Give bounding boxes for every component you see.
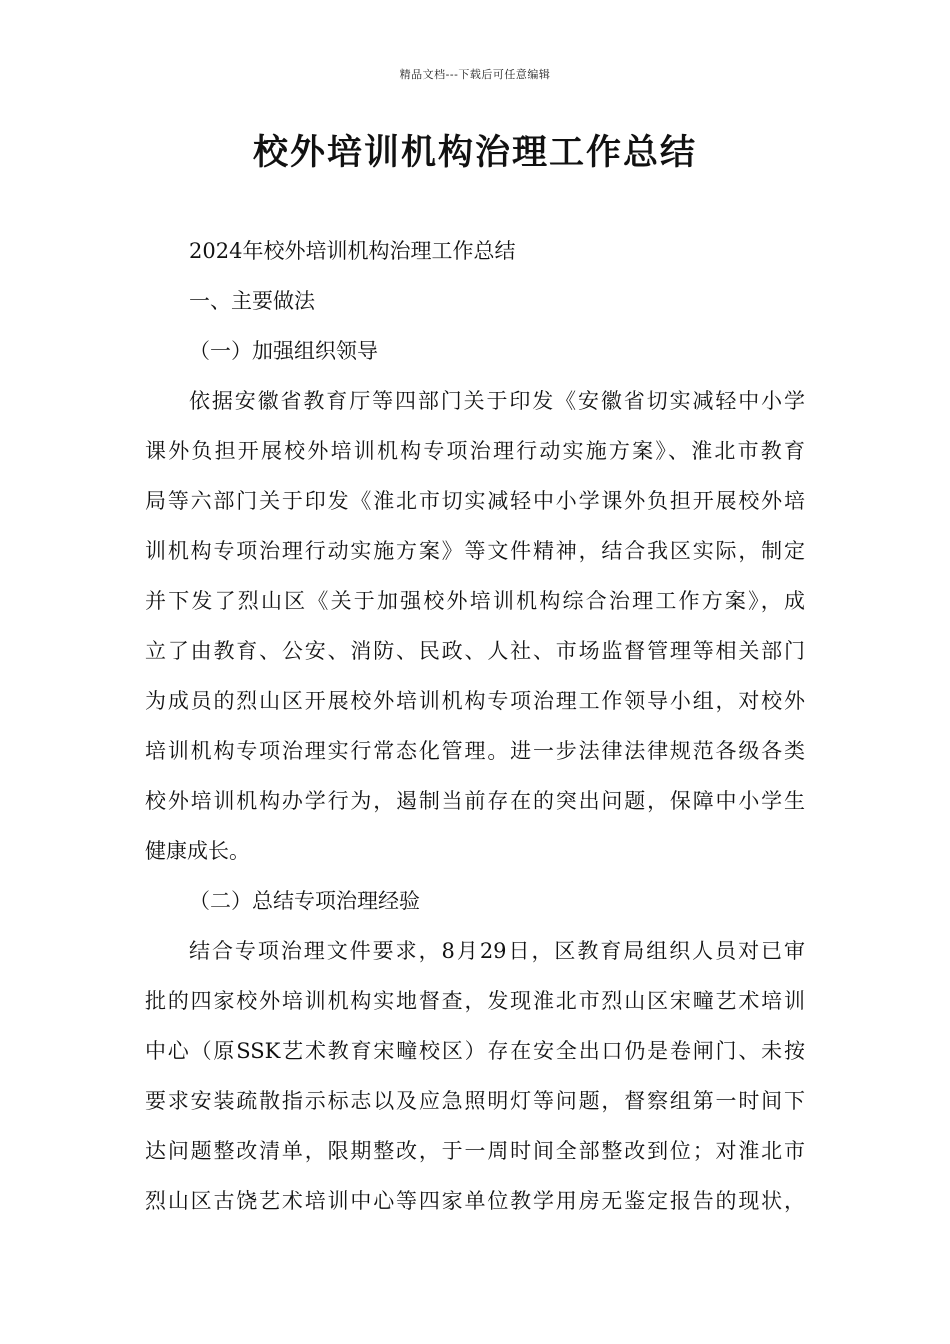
paragraph [145, 376, 805, 876]
paragraph-line: 依据安徽省教育厅等四部门关于印发《安徽省切实减轻中小学 [189, 389, 805, 413]
paragraph-line: （一）加强组织领导 [189, 339, 378, 363]
document-body [145, 226, 805, 1226]
paragraph-line: 2024年校外培训机构治理工作总结 [189, 239, 516, 263]
paragraph-line: 达问题整改清单，限期整改，于一周时间全部整改到位；对淮北市 [145, 1139, 805, 1163]
paragraph [145, 326, 805, 376]
paragraph-line: 立了由教育、公安、消防、民政、人社、市场监督管理等相关部门 [145, 639, 805, 663]
paragraph-line: 健康成长。 [145, 839, 250, 863]
paragraph [145, 276, 805, 326]
paragraph-line: 校外培训机构办学行为，遏制当前存在的突出问题，保障中小学生 [145, 789, 805, 813]
document-title: 校外培训机构治理工作总结 [252, 132, 697, 173]
paragraph [145, 876, 805, 926]
paragraph-line: （二）总结专项治理经验 [189, 889, 420, 913]
paragraph-line: 要求安装疏散指示标志以及应急照明灯等问题，督察组第一时间下 [145, 1089, 805, 1113]
paragraph-line: 培训机构专项治理实行常态化管理。进一步法律法律规范各级各类 [145, 739, 805, 763]
paragraph-line: 结合专项治理文件要求，8月29日，区教育局组织人员对已审 [189, 939, 805, 963]
paragraph [145, 226, 805, 276]
paragraph-line: 一、主要做法 [189, 289, 315, 313]
page-header-note: 精品文档---下载后可任意编辑 [399, 68, 551, 81]
paragraph-line: 为成员的烈山区开展校外培训机构专项治理工作领导小组，对校外 [145, 689, 805, 713]
paragraph-line: 并下发了烈山区《关于加强校外培训机构综合治理工作方案》，成 [145, 589, 805, 613]
paragraph [145, 926, 805, 1226]
paragraph-line: 中心（原SSK艺术教育宋疃校区）存在安全出口仍是卷闸门、未按 [145, 1039, 805, 1063]
paragraph-line: 课外负担开展校外培训机构专项治理行动实施方案》、淮北市教育 [145, 439, 805, 463]
paragraph-line: 局等六部门关于印发《淮北市切实减轻中小学课外负担开展校外培 [145, 489, 805, 513]
paragraph-line: 批的四家校外培训机构实地督查，发现淮北市烈山区宋疃艺术培训 [145, 989, 805, 1013]
paragraph-line: 训机构专项治理行动实施方案》等文件精神，结合我区实际，制定 [145, 539, 805, 563]
paragraph-line: 烈山区古饶艺术培训中心等四家单位教学用房无鉴定报告的现状， [145, 1189, 805, 1213]
